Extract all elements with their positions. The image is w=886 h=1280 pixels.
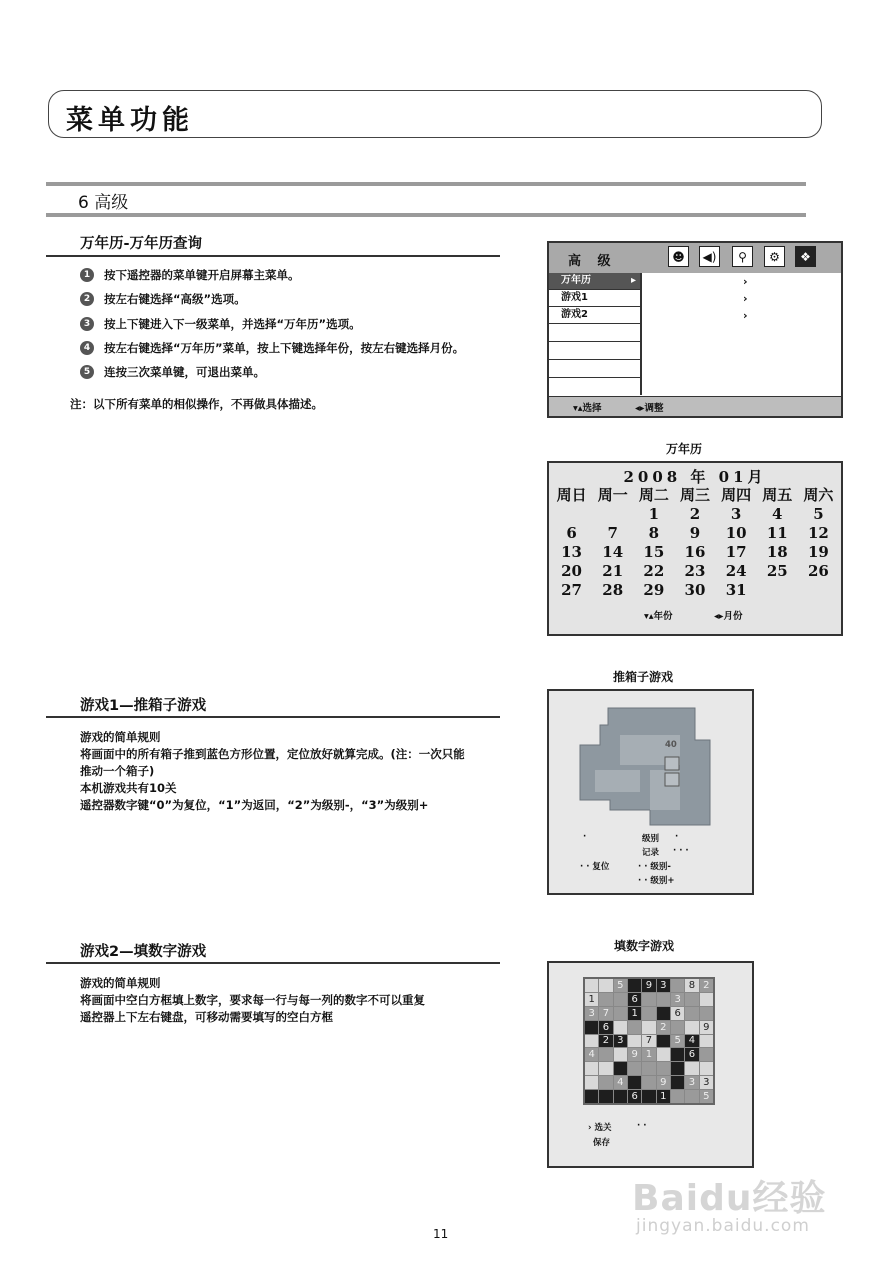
calendar-day: 19 xyxy=(807,543,829,561)
sudoku-cell[interactable] xyxy=(628,1021,641,1034)
footer-select-hint: ▾▴选择 xyxy=(573,403,602,414)
calendar-day: 29 xyxy=(643,581,665,599)
sudoku-cell[interactable]: 4 xyxy=(585,1048,598,1061)
sudoku-cell[interactable]: 4 xyxy=(614,1076,627,1089)
sudoku-cell[interactable] xyxy=(685,1007,698,1020)
sokoban-record-value: · · · xyxy=(673,846,689,856)
calendar-month-hint: ◂▸月份 xyxy=(714,611,743,622)
sudoku-grid xyxy=(583,977,715,1105)
sudoku-cell[interactable]: 1 xyxy=(642,1048,655,1061)
calendar-day xyxy=(757,581,798,600)
box-icon xyxy=(665,757,679,770)
weekday-label: 周二 xyxy=(638,486,669,504)
game2-section-title: 游戏2—填数字游戏 xyxy=(80,944,207,960)
section-rule-bottom xyxy=(46,213,806,217)
sudoku-cell[interactable]: 9 xyxy=(700,1021,713,1034)
step-text: 按左右键选择“万年历”菜单，按上下键选择年份，按左右键选择月份。 xyxy=(104,341,465,355)
sudoku-cell[interactable]: 9 xyxy=(628,1048,641,1061)
calendar-day xyxy=(798,581,839,600)
sudoku-cell[interactable]: 2 xyxy=(657,1021,670,1034)
sudoku-cell[interactable] xyxy=(599,1062,612,1075)
watermark-url: jingyan.baidu.com xyxy=(636,1216,810,1236)
calendar-day: 15 xyxy=(643,543,665,561)
calendar-day: 6 xyxy=(566,524,577,542)
sudoku-cell[interactable] xyxy=(585,1021,598,1034)
calendar-day: 25 xyxy=(766,562,788,580)
calendar-day: 22 xyxy=(643,562,665,580)
sudoku-cell[interactable] xyxy=(628,1076,641,1089)
sudoku-cell[interactable]: 4 xyxy=(685,1035,698,1048)
sudoku-cell[interactable] xyxy=(599,1090,612,1103)
calendar-day: 7 xyxy=(607,524,618,542)
sudoku-cell[interactable] xyxy=(642,1090,655,1103)
sudoku-cell[interactable] xyxy=(671,1062,684,1075)
calendar-grid xyxy=(551,486,839,600)
calendar-day: 9 xyxy=(689,524,701,542)
calendar-day: 31 xyxy=(725,581,747,599)
sudoku-cell[interactable]: 7 xyxy=(642,1035,655,1048)
sudoku-cell[interactable] xyxy=(599,993,612,1006)
calendar-day: 17 xyxy=(725,543,747,561)
sudoku-cell[interactable]: 5 xyxy=(700,1090,713,1103)
weekday-label: 周四 xyxy=(721,486,752,504)
weekday-label: 周一 xyxy=(597,486,628,504)
calendar-section-rule xyxy=(46,255,500,257)
submenu-arrow-icon: › xyxy=(743,309,748,322)
sudoku-cell[interactable] xyxy=(628,1062,641,1075)
sudoku-cell[interactable]: 3 xyxy=(685,1076,698,1089)
sudoku-cell[interactable] xyxy=(599,1048,612,1061)
calendar-day: 10 xyxy=(725,524,747,542)
section-title: 6 高级 xyxy=(78,193,129,213)
sudoku-cell[interactable] xyxy=(642,1007,655,1020)
page-number: 11 xyxy=(433,1227,449,1241)
magnifier-icon[interactable]: ⚲ xyxy=(732,246,753,267)
watermark-logo: Baidu经验 xyxy=(632,1178,827,1219)
sudoku-cell[interactable]: 1 xyxy=(628,1007,641,1020)
menu-item-empty xyxy=(549,378,640,396)
game1-rules xyxy=(80,729,465,814)
calendar-day: 23 xyxy=(684,562,706,580)
step-text: 按上下键进入下一级菜单，并选择“万年历”选项。 xyxy=(104,317,361,331)
menu-item-label: 游戏1 xyxy=(561,292,588,303)
sudoku-cell[interactable] xyxy=(585,979,598,992)
sudoku-cell[interactable] xyxy=(685,1021,698,1034)
rule-line: 将画面中的所有箱子推到蓝色方形位置，定位放好就算完成。(注：一次只能 xyxy=(80,747,465,761)
calendar-day xyxy=(551,505,592,524)
sudoku-cell[interactable]: 6 xyxy=(685,1048,698,1061)
step-4 xyxy=(80,340,464,356)
submenu-arrow-icon: › xyxy=(743,275,748,288)
calendar-day: 14 xyxy=(602,543,624,561)
note-text: 注：以下所有菜单的相似操作，不再做具体描述。 xyxy=(70,397,323,411)
calendar-day: 21 xyxy=(602,562,624,580)
sudoku-cell[interactable] xyxy=(585,1062,598,1075)
sudoku-cell[interactable] xyxy=(642,993,655,1006)
weekday-label: 周六 xyxy=(803,486,834,504)
calendar-day: 2 xyxy=(689,505,701,523)
step-number-icon: 5 xyxy=(80,365,94,379)
step-text: 按下遥控器的菜单键开启屏幕主菜单。 xyxy=(104,268,300,282)
menu-title: 高 级 xyxy=(568,254,617,269)
sudoku-option-save[interactable]: 保存 xyxy=(593,1138,611,1148)
sudoku-cell[interactable]: 5 xyxy=(671,1035,684,1048)
sudoku-cell[interactable] xyxy=(671,1021,684,1034)
sudoku-cell[interactable]: 3 xyxy=(700,1076,713,1089)
calendar-day: 28 xyxy=(602,581,624,599)
chapter-title: 菜单功能 xyxy=(66,105,194,136)
step-3 xyxy=(80,316,361,332)
sudoku-cell[interactable]: 3 xyxy=(614,1035,627,1048)
sudoku-cell[interactable]: 3 xyxy=(585,1007,598,1020)
calendar-day: 24 xyxy=(725,562,747,580)
menu-item-label: 万年历 xyxy=(561,275,591,286)
sudoku-cell[interactable] xyxy=(700,1062,713,1075)
sudoku-cell[interactable]: 5 xyxy=(614,979,627,992)
weekday-label: 周三 xyxy=(679,486,710,504)
sudoku-cell[interactable] xyxy=(700,1035,713,1048)
sudoku-cell[interactable] xyxy=(585,1090,598,1103)
step-number-icon: 1 xyxy=(80,268,94,282)
calendar-day: 26 xyxy=(807,562,829,580)
sudoku-cell[interactable]: 9 xyxy=(642,979,655,992)
sudoku-caption: 填数字游戏 xyxy=(614,939,675,953)
sudoku-cell[interactable]: 9 xyxy=(657,1076,670,1089)
menu-item-empty xyxy=(549,324,640,342)
sudoku-cell[interactable]: 6 xyxy=(628,993,641,1006)
step-text: 连按三次菜单键，可退出菜单。 xyxy=(104,365,265,379)
menu-item-game1[interactable] xyxy=(549,290,640,307)
calendar-day: 12 xyxy=(807,524,829,542)
sudoku-cell[interactable]: 2 xyxy=(599,1035,612,1048)
sudoku-cell[interactable] xyxy=(642,1062,655,1075)
sudoku-option-pass-dots: · · xyxy=(637,1121,647,1131)
level-counter: 40 xyxy=(665,740,677,750)
step-5 xyxy=(80,364,265,380)
rule-line: 遥控器数字键“0”为复位，“1”为返回，“2”为级别-，“3”为级别+ xyxy=(80,798,429,812)
sudoku-cell[interactable] xyxy=(671,979,684,992)
sudoku-cell[interactable]: 2 xyxy=(700,979,713,992)
calendar-day: 8 xyxy=(648,524,660,542)
sokoban-level-label: 级别 xyxy=(642,834,660,844)
section-rule-top xyxy=(46,182,806,186)
sudoku-cell[interactable]: 3 xyxy=(657,979,670,992)
step-text: 按左右键选择“高级”选项。 xyxy=(104,292,246,306)
sudoku-cell[interactable] xyxy=(657,1035,670,1048)
calendar-day: 30 xyxy=(684,581,706,599)
step-2 xyxy=(80,291,246,307)
game1-section-title: 游戏1—推箱子游戏 xyxy=(80,698,207,714)
calendar-day: 18 xyxy=(766,543,788,561)
sudoku-cell[interactable] xyxy=(642,1021,655,1034)
calendar-day: 4 xyxy=(772,505,783,523)
game1-section-rule xyxy=(46,716,500,718)
sudoku-cell[interactable] xyxy=(642,1076,655,1089)
step-number-icon: 4 xyxy=(80,341,94,355)
sokoban-level-value: · xyxy=(675,832,679,842)
calendar-day: 3 xyxy=(730,505,742,523)
sudoku-cell[interactable] xyxy=(671,1090,684,1103)
sudoku-cell[interactable]: 1 xyxy=(585,993,598,1006)
sudoku-cell[interactable] xyxy=(657,1062,670,1075)
sudoku-cell[interactable] xyxy=(628,1035,641,1048)
calendar-day: 16 xyxy=(684,543,706,561)
menu-item-calendar[interactable] xyxy=(549,273,640,290)
rule-line: 遥控器上下左右键盘，可移动需要填写的空白方框 xyxy=(80,1010,333,1024)
sudoku-cell[interactable] xyxy=(614,1021,627,1034)
sudoku-cell[interactable]: 6 xyxy=(628,1090,641,1103)
sudoku-cell[interactable] xyxy=(685,993,698,1006)
sudoku-cell[interactable] xyxy=(599,1076,612,1089)
sokoban-level-minus-key: · · 级别- xyxy=(638,862,671,872)
menu-item-empty xyxy=(549,360,640,378)
sudoku-cell[interactable] xyxy=(585,1035,598,1048)
sudoku-cell[interactable] xyxy=(657,1007,670,1020)
rule-line: 推动一个箱子) xyxy=(80,764,155,778)
sudoku-cell[interactable] xyxy=(628,979,641,992)
sudoku-cell[interactable]: 6 xyxy=(671,1007,684,1020)
step-1 xyxy=(80,267,300,283)
sudoku-cell[interactable] xyxy=(671,1048,684,1061)
calendar-day: 5 xyxy=(813,505,824,523)
sudoku-cell[interactable]: 3 xyxy=(671,993,684,1006)
calendar-day: 27 xyxy=(561,581,582,599)
sudoku-cell[interactable] xyxy=(657,1048,670,1061)
sudoku-cell[interactable] xyxy=(614,1090,627,1103)
calendar-day: 1 xyxy=(648,505,660,523)
submenu-arrow-icon: › xyxy=(743,292,748,305)
face-icon[interactable]: ☻ xyxy=(668,246,689,267)
sokoban-caption: 推箱子游戏 xyxy=(613,670,674,684)
sudoku-cell[interactable] xyxy=(700,1048,713,1061)
speaker-icon[interactable]: ◀) xyxy=(699,246,720,267)
selected-arrow-icon: ▸ xyxy=(630,275,636,286)
sudoku-cell[interactable] xyxy=(614,1062,627,1075)
sudoku-option-pass[interactable]: › 选关 xyxy=(588,1123,612,1133)
weekday-label: 周日 xyxy=(556,486,587,504)
rule-line: 游戏的简单规则 xyxy=(80,730,161,744)
sudoku-cell[interactable]: 6 xyxy=(599,1021,612,1034)
rule-line: 本机游戏共有10关 xyxy=(80,781,177,795)
sudoku-cell[interactable] xyxy=(671,1076,684,1089)
sokoban-board xyxy=(575,705,715,830)
box-icon xyxy=(665,773,679,786)
calendar-caption: 万年历 xyxy=(666,442,703,456)
game2-section-rule xyxy=(46,962,500,964)
sokoban-record-label: 记录 xyxy=(642,848,660,858)
sudoku-cell[interactable] xyxy=(685,1090,698,1103)
calendar-year-hint: ▾▴年份 xyxy=(644,611,673,622)
calendar-day xyxy=(592,505,633,524)
sudoku-cell[interactable] xyxy=(657,993,670,1006)
weekday-label: 周五 xyxy=(762,486,793,504)
game2-rules xyxy=(80,975,425,1026)
sudoku-cell[interactable]: 1 xyxy=(657,1090,670,1103)
calendar-section-title: 万年历-万年历查询 xyxy=(80,236,203,252)
step-number-icon: 3 xyxy=(80,317,94,331)
step-number-icon: 2 xyxy=(80,292,94,306)
calendar-month-title: 2008 年 01月 xyxy=(623,468,767,486)
sudoku-cell[interactable] xyxy=(614,1007,627,1020)
sokoban-reset-key: · · 复位 xyxy=(580,862,610,872)
sudoku-cell[interactable] xyxy=(700,1007,713,1020)
sudoku-cell[interactable]: 7 xyxy=(599,1007,612,1020)
sudoku-cell[interactable]: 8 xyxy=(685,979,698,992)
sudoku-cell[interactable] xyxy=(685,1062,698,1075)
sokoban-level-plus-key: · · 级别+ xyxy=(638,876,675,886)
menu-divider xyxy=(640,273,642,395)
calendar-day: 13 xyxy=(561,543,582,561)
menu-item-empty xyxy=(549,342,640,360)
calendar-day: 11 xyxy=(766,524,788,542)
calendar-day: 20 xyxy=(561,562,582,580)
rule-line: 将画面中空白方框填上数字，要求每一行与每一列的数字不可以重复 xyxy=(80,993,425,1007)
sokoban-dot: · xyxy=(583,832,587,842)
sudoku-cell[interactable] xyxy=(599,979,612,992)
footer-adjust-hint: ◂▸调整 xyxy=(635,403,664,414)
gear-icon[interactable]: ⚙ xyxy=(764,246,785,267)
menu-item-label: 游戏2 xyxy=(561,309,588,320)
sudoku-cell[interactable] xyxy=(585,1076,598,1089)
sudoku-cell[interactable] xyxy=(614,993,627,1006)
menu-footer xyxy=(549,396,841,416)
rule-line: 游戏的简单规则 xyxy=(80,976,161,990)
sudoku-cell[interactable] xyxy=(614,1048,627,1061)
sudoku-cell[interactable] xyxy=(700,993,713,1006)
menu-item-game2[interactable] xyxy=(549,307,640,324)
diamond-icon[interactable]: ❖ xyxy=(795,246,816,267)
